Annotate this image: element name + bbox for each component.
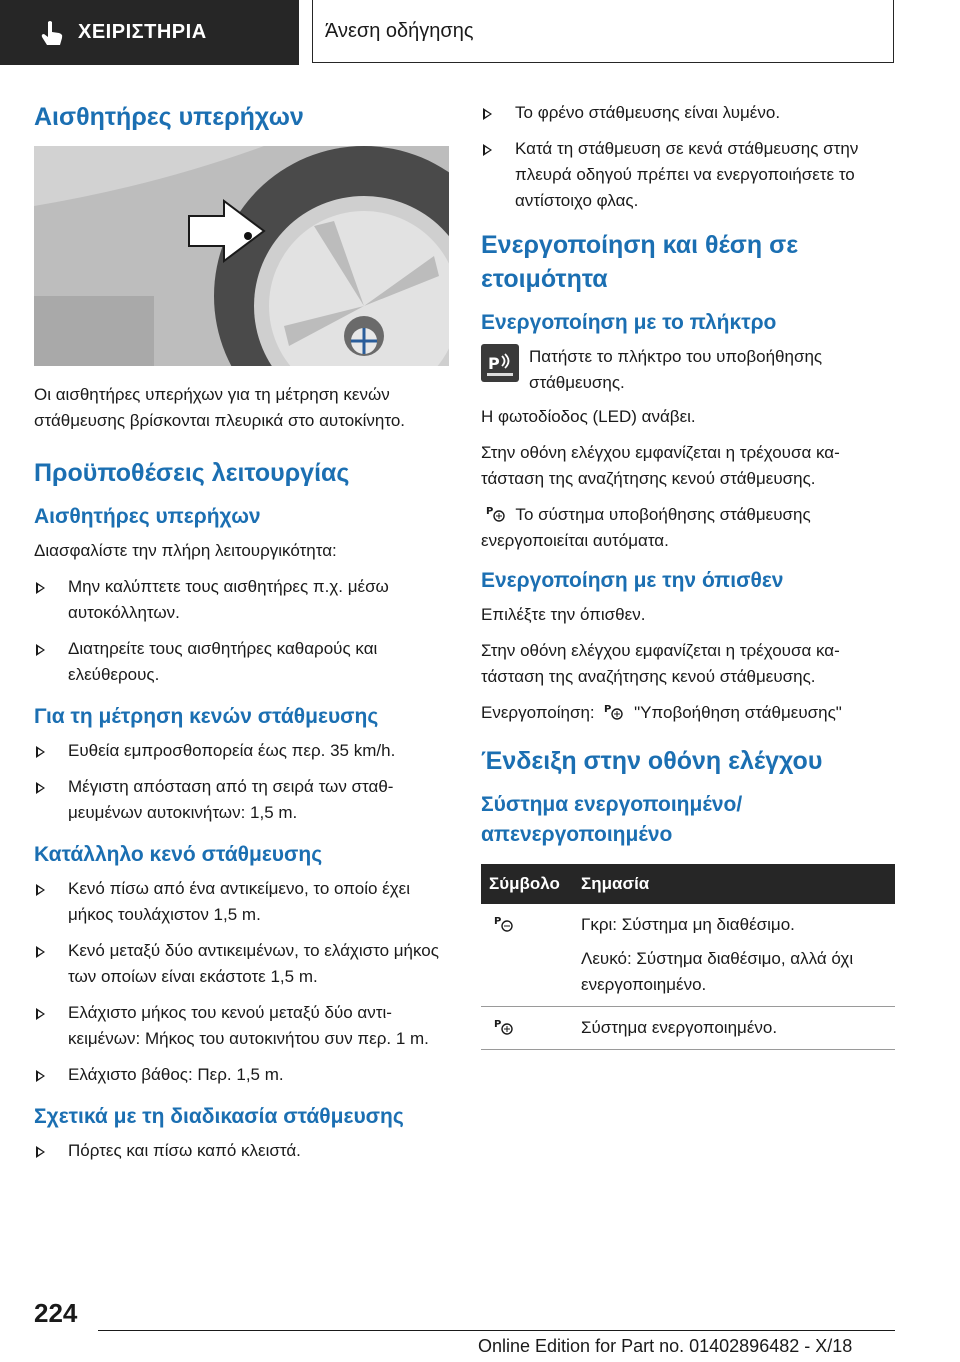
list-item: Ελάχιστο μήκος του κενού μεταξύ δύο αντικειμένων: Μήκος του αυτοκινήτου συν περ. 1 m. — [34, 1000, 449, 1052]
activation-line — [481, 700, 895, 726]
col-symbol-header: Σύμβολο — [481, 864, 573, 904]
table-header-row — [481, 864, 895, 904]
heading-ultrasonic-sensors: Αισθητήρες υπερήχων — [34, 103, 304, 131]
heading-measure: Για τη μέτρηση κενών στάθμευσης — [34, 705, 379, 728]
heading-procedure: Σχετικά με τη διαδικασία στάθμευσης — [34, 1105, 404, 1128]
symbol-table — [481, 864, 895, 1050]
meaning-white: Λευκό: Σύστημα διαθέσιμο, αλλά όχι ενεργοποιημένο. — [581, 949, 854, 994]
list-item: Πόρτες και πίσω καπό κλειστά. — [34, 1138, 449, 1164]
table-row — [481, 904, 895, 1007]
chapter-tab — [0, 0, 299, 65]
list-item: Κατά τη στάθμευση σε κενά στάθμευσης στην πλευρά οδηγού πρέπει να ενεργοποιήσετε το αντίστοιχο φλας. — [481, 136, 895, 214]
table-row — [481, 1007, 895, 1050]
list-item: Κενό πίσω από ένα αντικείμενο, το οποίο έχει μήκος τουλάχιστον 1,5 m. — [34, 876, 449, 928]
svg-text:P: P — [604, 704, 612, 715]
heading-suitable-gap: Κατάλληλο κενό στάθμευσης — [34, 843, 323, 866]
parking-assistant-symbol-icon — [485, 503, 507, 523]
list-item: Κενό μεταξύ δύο αντικειμένων, το ελάχιστο μήκος των οποίων είναι εκάστοτε 1,5 m. — [34, 938, 449, 990]
right-column — [481, 100, 895, 1050]
section-title: Άνεση οδήγησης — [325, 19, 474, 42]
parking-assistant-symbol-icon — [603, 701, 625, 721]
procedure-list — [34, 1138, 449, 1164]
section-tab — [312, 0, 894, 63]
svg-text:P: P — [494, 1019, 502, 1030]
activation-value: "Υποβοήθηση στάθμευσης" — [634, 703, 842, 722]
auto-activation-text — [481, 502, 895, 554]
sensor-location-photo — [34, 146, 449, 366]
display-text: Στην οθόνη ελέγχου εμφανίζεται η τρέχουσα κατάσταση της αναζήτησης κενού στάθμευσης. — [481, 443, 840, 488]
top-list — [481, 100, 895, 214]
page-number: 224 — [34, 1298, 78, 1328]
meaning-grey: Γκρι: Σύστημα μη διαθέσιμο. — [581, 915, 795, 934]
heading-ultrasonic-sensors-2: Αισθητήρες υπερήχων — [34, 505, 261, 528]
reverse-text: Επιλέξτε την όπισθεν. — [481, 605, 646, 624]
heading-prerequisites: Προϋποθέσεις λειτουργίας — [34, 459, 350, 487]
hand-pointer-icon — [38, 19, 66, 47]
gap-list — [34, 876, 449, 1088]
left-column — [34, 100, 449, 1178]
led-text: Η φωτοδίοδος (LED) ανάβει. — [481, 407, 696, 426]
auto-text: Το σύστημα υποβοήθησης στάθμευσης ενεργοποιείται αυτόματα. — [481, 505, 811, 550]
parking-assistant-button-icon — [481, 344, 519, 382]
sensors-list — [34, 574, 449, 688]
chapter-title: ΧΕΙΡΙΣΤΗΡΙΑ — [78, 21, 207, 43]
list-item: Ευθεία εμπροσθοπορεία έως περ. 35 km/h. — [34, 738, 449, 764]
symbol-cell — [481, 1007, 573, 1050]
measure-list — [34, 738, 449, 826]
col-meaning-header: Σημασία — [573, 864, 895, 904]
list-item: Το φρένο στάθμευσης είναι λυμένο. — [481, 100, 895, 126]
sensors-text: Διασφαλίστε την πλήρη λειτουργικότητα: — [34, 541, 337, 560]
list-item: Ελάχιστο βάθος: Περ. 1,5 m. — [34, 1062, 449, 1088]
footer-divider — [98, 1330, 895, 1331]
button-instruction — [481, 344, 895, 396]
list-item: Μην καλύπτετε τους αισθητήρες π.χ. μέσω αυτοκόλλητων. — [34, 574, 449, 626]
heading-activation: Ενεργοποίηση και θέση σε ετοιμότητα — [481, 231, 799, 293]
list-item: Διατηρείτε τους αισθητήρες καθαρούς και ελεύθερους. — [34, 636, 449, 688]
list-item: Μέγιστη απόσταση από τη σειρά των σταθμευμένων αυτοκινήτων: 1,5 m. — [34, 774, 449, 826]
parking-assistant-inactive-icon — [493, 913, 515, 933]
svg-text:P: P — [486, 506, 494, 517]
svg-text:P: P — [488, 354, 500, 373]
intro-text: Οι αισθητήρες υπερήχων για τη μέτρηση κενών στάθμευσης βρίσκονται πλευρικά στο αυτοκίνητο. — [34, 385, 406, 430]
meaning-cell: Σύστημα ενεργοποιημένο. — [573, 1007, 895, 1050]
svg-text:P: P — [494, 916, 502, 927]
heading-button: Ενεργοποίηση με το πλήκτρο — [481, 311, 777, 334]
edition-text: Online Edition for Part no. 01402896482 - X/18 — [478, 1336, 853, 1356]
heading-indicator: Ένδειξη στην οθόνη ελέγχου — [481, 747, 823, 775]
symbol-cell — [481, 904, 573, 1007]
button-text: Πατήστε το πλήκτρο του υποβοήθησης στάθμευσης. — [529, 347, 823, 392]
meaning-cell — [573, 904, 895, 1007]
activation-label: Ενεργοποίηση: — [481, 703, 595, 722]
heading-reverse: Ενεργοποίηση με την όπισθεν — [481, 569, 784, 592]
display-text-2: Στην οθόνη ελέγχου εμφανίζεται η τρέχουσα κατάσταση της αναζήτησης κενού στάθμευσης. — [481, 641, 840, 686]
heading-system-state: Σύστημα ενεργοποιημένο/ απενεργοποιημένο — [481, 793, 743, 846]
parking-assistant-active-icon — [493, 1016, 515, 1036]
